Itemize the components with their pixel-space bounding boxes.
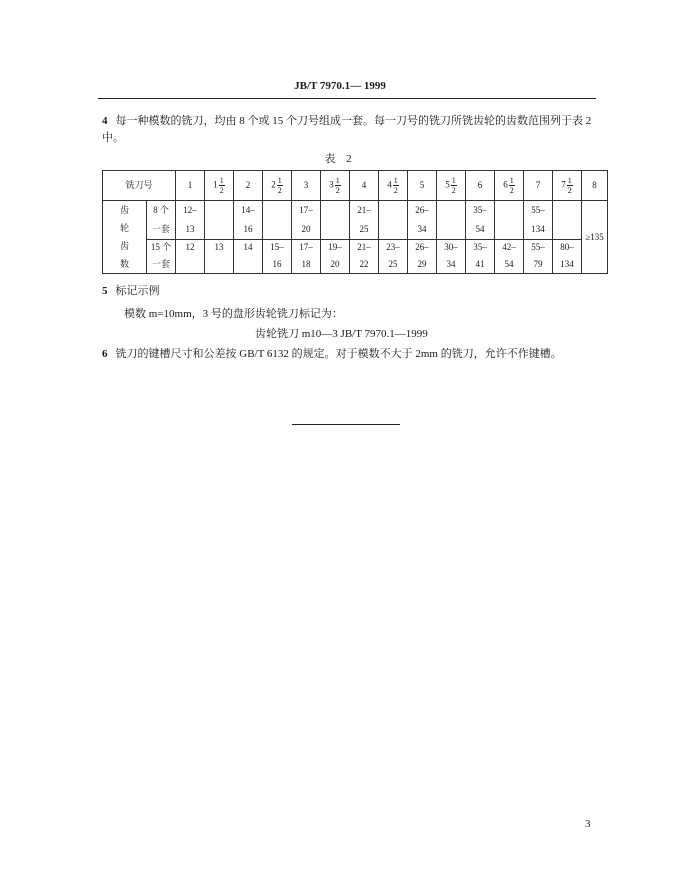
cutter-number-cell	[553, 171, 582, 201]
tooth-range-cell: 35–	[466, 201, 495, 220]
tooth-range-cell: 25	[379, 256, 408, 273]
set-15-label-top: 15 个	[147, 239, 176, 256]
tooth-range-cell: 17–	[292, 239, 321, 256]
cutter-number-cell	[350, 171, 379, 201]
tooth-range-cell: 14	[234, 239, 263, 256]
cutter-number-cell	[495, 171, 524, 201]
tooth-range-cell	[379, 220, 408, 239]
tooth-range-cell	[495, 220, 524, 239]
cutter-table	[102, 170, 608, 274]
tooth-range-cell	[495, 201, 524, 220]
cutter-number-cell	[321, 171, 350, 201]
tooth-range-cell	[553, 220, 582, 239]
marking-example-designation: 齿轮铣刀 m10—3 JB/T 7970.1—1999	[255, 328, 428, 340]
tooth-range-cell: 13	[176, 220, 205, 239]
tooth-range-cell: 13	[205, 239, 234, 256]
tooth-range-cell: 21–	[350, 239, 379, 256]
table-row-15-set-top	[103, 239, 608, 256]
tooth-range-cell: 22	[350, 256, 379, 273]
tooth-range-cell: 26–	[408, 201, 437, 220]
tooth-range-cell: 55–	[524, 239, 553, 256]
tooth-range-cell: 25	[350, 220, 379, 239]
tooth-range-cell: 23–	[379, 239, 408, 256]
section-6	[102, 345, 562, 363]
fraction-half	[509, 176, 515, 195]
tooth-range-cell: 16	[263, 256, 292, 273]
tooth-range-cell: 20	[321, 256, 350, 273]
tooth-range-cell: 55–	[524, 201, 553, 220]
tooth-range-cell: 34	[437, 256, 466, 273]
section-6-number: 6	[102, 348, 108, 360]
tooth-count-side-label: 齿 轮 齿 数	[103, 201, 147, 274]
fraction-numerator: 1	[219, 176, 224, 185]
tooth-range-cell	[176, 256, 205, 273]
fraction-denominator: 2	[451, 186, 456, 195]
tooth-range-cell	[205, 201, 234, 220]
set-8-label-bottom: 一套	[147, 220, 176, 239]
tooth-range-cell	[263, 220, 292, 239]
section-4-number: 4	[102, 115, 108, 127]
header-rule	[98, 98, 596, 99]
table-caption: 表 2	[324, 153, 356, 165]
fraction-denominator: 2	[393, 186, 398, 195]
section-4-line-2: 中。	[102, 132, 124, 144]
section-5-title: 标记示例	[115, 285, 160, 297]
tooth-range-cell: 34	[408, 220, 437, 239]
fraction-half	[451, 176, 457, 195]
tooth-range-cell: 29	[408, 256, 437, 273]
fraction-denominator: 2	[509, 186, 514, 195]
fraction-denominator: 2	[335, 186, 340, 195]
fraction-numerator: 1	[567, 176, 572, 185]
document-code-header: JB/T 7970.1— 1999	[294, 80, 386, 92]
tooth-range-cell: 14–	[234, 201, 263, 220]
cutter-number-whole: 7	[535, 180, 541, 190]
cutter-number-cell	[176, 171, 205, 201]
tooth-range-cell	[437, 201, 466, 220]
tooth-range-cell: 12–	[176, 201, 205, 220]
cutter-number-whole: 5	[419, 180, 425, 190]
cutter-number-cell	[437, 171, 466, 201]
fraction-half	[335, 176, 341, 195]
tooth-range-cell: 134	[553, 256, 582, 273]
page-number: 3	[585, 818, 591, 830]
fraction-half	[567, 176, 573, 195]
set-15-label-bottom: 一套	[147, 256, 176, 273]
cutter-number-cell	[292, 171, 321, 201]
section-4-line-1	[102, 112, 602, 130]
fraction-denominator: 2	[277, 186, 282, 195]
tooth-range-cell	[321, 220, 350, 239]
fraction-denominator: 2	[567, 186, 572, 195]
tooth-range-cell: 134	[524, 220, 553, 239]
table-row-8-set-top	[103, 201, 608, 220]
section-5-number: 5	[102, 285, 108, 297]
tooth-range-cell: 20	[292, 220, 321, 239]
cutter-number-cell	[408, 171, 437, 201]
cutter-number-whole: 6	[477, 180, 483, 190]
tooth-range-cell	[553, 201, 582, 220]
end-of-text-rule	[292, 424, 400, 425]
tooth-range-cell: 42–	[495, 239, 524, 256]
tooth-range-cell	[205, 220, 234, 239]
cutter-number-cell	[234, 171, 263, 201]
marking-example-line: 模数 m=10mm，3 号的盘形齿轮铣刀标记为：	[124, 308, 343, 320]
set-8-label-top: 8 个	[147, 201, 176, 220]
cutter-number-whole: 3	[303, 180, 309, 190]
cutter-number-whole: 1	[213, 179, 218, 190]
tooth-range-cell	[379, 201, 408, 220]
section-6-text: 铣刀的键槽尺寸和公差按 GB/T 6132 的规定。对于模数不大于 2mm 的铣刀，允许不作键槽。	[115, 348, 562, 360]
cutter-number-whole: 2	[245, 180, 251, 190]
cutter-number-cell	[205, 171, 234, 201]
tooth-range-cell: 54	[466, 220, 495, 239]
tooth-range-cell: 26–	[408, 239, 437, 256]
fraction-numerator: 1	[277, 176, 282, 185]
fraction-half	[393, 176, 399, 195]
tooth-range-cell: 80–	[553, 239, 582, 256]
fraction-numerator: 1	[509, 176, 514, 185]
tooth-range-cell: 17–	[292, 201, 321, 220]
fraction-half	[219, 176, 225, 195]
tooth-range-cell: 12	[176, 239, 205, 256]
tooth-range-cell: 18	[292, 256, 321, 273]
cutter-number-whole: 5	[445, 179, 450, 190]
fraction-denominator: 2	[219, 186, 224, 195]
tooth-range-cell: 35–	[466, 239, 495, 256]
tooth-range-cell	[205, 256, 234, 273]
cutter-number-cell	[582, 171, 608, 201]
cutter-number-cell	[263, 171, 292, 201]
table-header-row	[103, 171, 608, 201]
section-5-heading	[102, 282, 160, 300]
tooth-range-cell: 19–	[321, 239, 350, 256]
fraction-numerator: 1	[451, 176, 456, 185]
cutter-number-whole: 8	[592, 180, 597, 190]
cutter-number-whole: 3	[329, 179, 334, 190]
section-4-text: 每一种模数的铣刀，均由 8 个或 15 个刀号组成一套。每一刀号的铣刀所铣齿轮的齿数范围列于表 2	[115, 115, 592, 127]
tooth-range-cell: 79	[524, 256, 553, 273]
cutter-number-whole: 1	[187, 180, 193, 190]
tooth-range-cell	[263, 201, 292, 220]
table-row-8-set-bottom	[103, 220, 608, 239]
tooth-range-cell: 21–	[350, 201, 379, 220]
cutter-number-whole: 7	[561, 179, 566, 190]
cutter-number-whole: 4	[387, 179, 392, 190]
cutter-number-cell	[524, 171, 553, 201]
tooth-range-cell	[321, 201, 350, 220]
cutter-number-whole: 2	[271, 179, 276, 190]
cutter-number-whole: 4	[361, 180, 367, 190]
tooth-range-cell: 41	[466, 256, 495, 273]
tooth-range-cell: 16	[234, 220, 263, 239]
tooth-range-135-plus: ≥135	[582, 201, 608, 274]
tooth-range-cell	[234, 256, 263, 273]
cutter-number-cell	[379, 171, 408, 201]
fraction-numerator: 1	[335, 176, 340, 185]
fraction-numerator: 1	[393, 176, 398, 185]
cutter-number-header: 铣刀号	[103, 171, 176, 201]
tooth-range-cell: 30–	[437, 239, 466, 256]
table-row-15-set-bottom	[103, 256, 608, 273]
tooth-range-cell: 15–	[263, 239, 292, 256]
cutter-number-whole: 6	[503, 179, 508, 190]
tooth-range-cell	[437, 220, 466, 239]
fraction-half	[277, 176, 283, 195]
tooth-range-cell: 54	[495, 256, 524, 273]
cutter-number-cell	[466, 171, 495, 201]
